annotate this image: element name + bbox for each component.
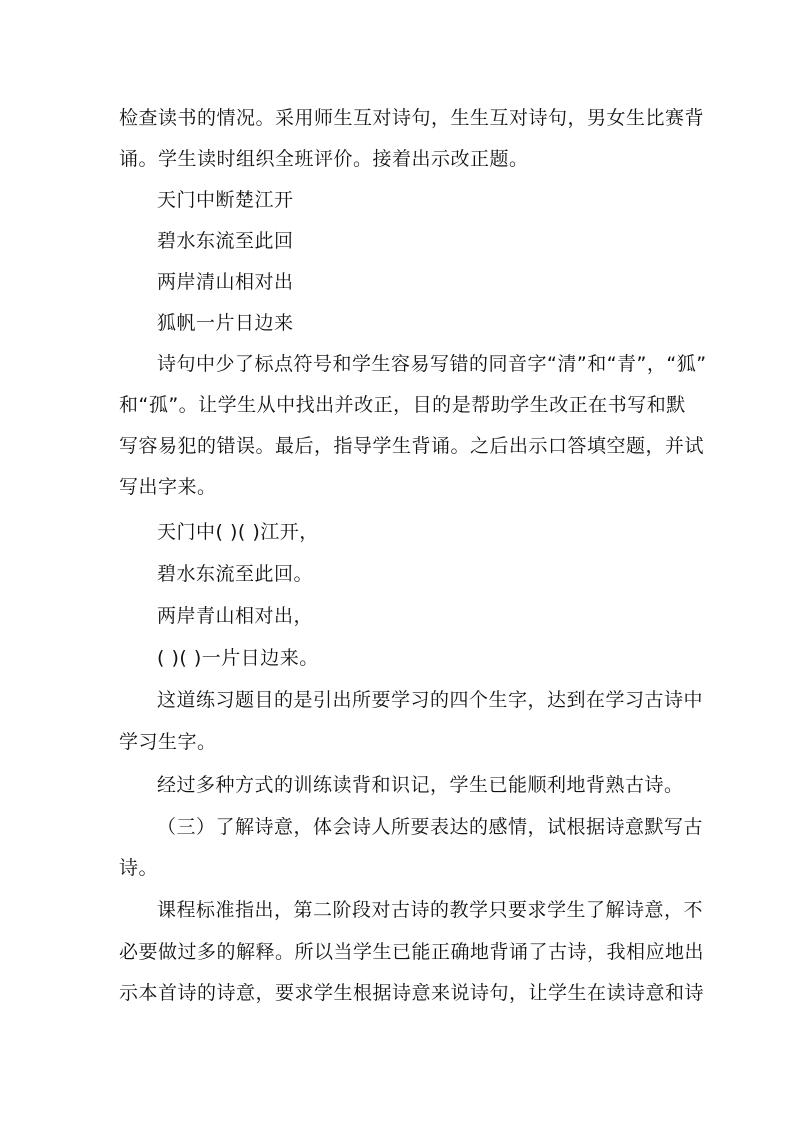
paragraph-line: 必要做过多的解释。所以当学生已能正确地背诵了古诗，我相应地出 (119, 941, 705, 963)
exercise-line: ( )( )一片日边来。 (157, 647, 319, 669)
paragraph-line: 写容易犯的错误。最后，指导学生背诵。之后出示口答填空题，并试 (119, 435, 705, 457)
paragraph-line: 示本首诗的诗意，要求学生根据诗意来说诗句，让学生在读诗意和诗 (119, 982, 705, 1004)
paragraph-line: 诵。学生读时组织全班评价。接着出示改正题。 (119, 148, 529, 170)
poem-line: 天门中断楚江开 (157, 189, 294, 211)
paragraph-line: 这道练习题目的是引出所要学习的四个生字，达到在学习古诗中 (157, 689, 704, 711)
exercise-line: 天门中( )( )江开， (157, 521, 319, 543)
paragraph-line: 和“孤”。让学生从中找出并改正，目的是帮助学生改正在书写和默 (119, 394, 686, 416)
paragraph-line: 写出字来。 (119, 476, 217, 498)
exercise-line: 碧水东流至此回。 (157, 563, 314, 585)
paragraph-line: 经过多种方式的训练读背和识记，学生已能顺利地背熟古诗。 (157, 774, 684, 796)
poem-line: 两岸清山相对出 (157, 271, 294, 293)
paragraph-line: 学习生字。 (119, 731, 217, 753)
poem-line: 狐帆一片日边来 (157, 312, 294, 334)
exercise-line: 两岸青山相对出， (157, 605, 314, 627)
paragraph-line: 课程标准指出，第二阶段对古诗的教学只要求学生了解诗意，不 (157, 899, 704, 921)
section-heading-line: （三）了解诗意，体会诗人所要表达的感情，试根据诗意默写古 (157, 816, 704, 838)
poem-line: 碧水东流至此回 (157, 230, 294, 252)
paragraph-line: 检查读书的情况。采用师生互对诗句，生生互对诗句，男女生比赛背 (119, 107, 705, 129)
paragraph-line: 诗句中少了标点符号和学生容易写错的同音字“清”和“青”，“狐” (157, 353, 707, 375)
section-heading-line: 诗。 (119, 857, 159, 879)
